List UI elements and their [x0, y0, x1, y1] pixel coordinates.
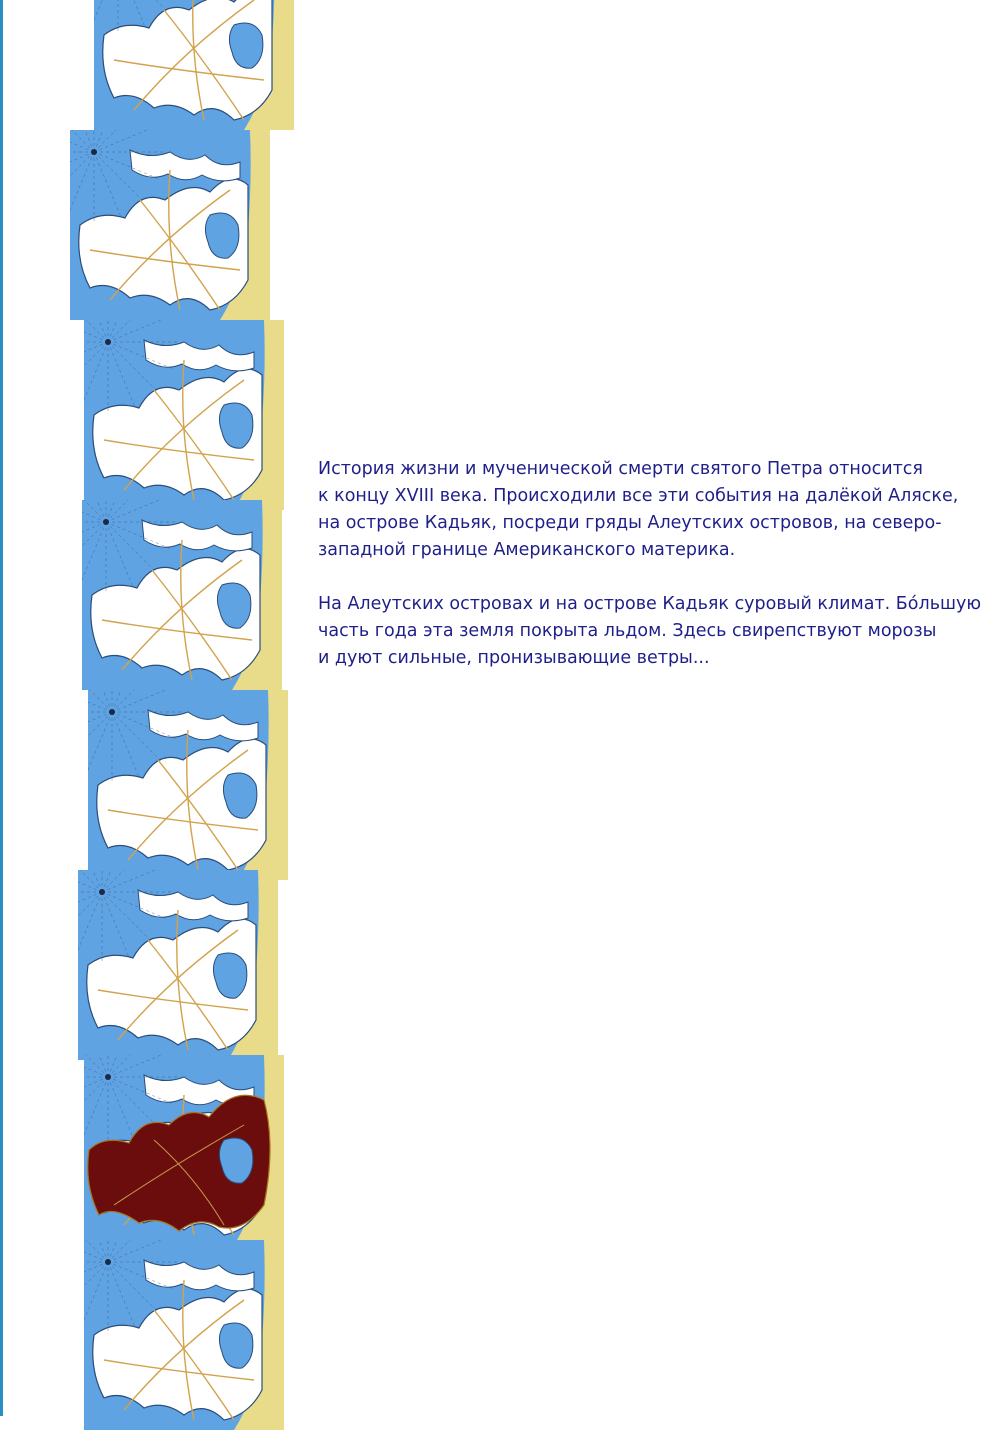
map-tile — [94, 0, 294, 130]
map-tile — [82, 500, 282, 690]
map-strip — [0, 0, 300, 1416]
story-paragraph-2: На Алеутских островах и на острове Кадьяк суровый климат. Бо́льшую часть года эта земля покрыта льдом. Здесь свирепствуют морозы и дуют сильные, пронизывающие ветры... — [318, 594, 982, 668]
story-text — [318, 456, 988, 699]
map-tile — [70, 130, 270, 320]
map-tile — [84, 320, 284, 510]
story-paragraph-1: История жизни и мученической смерти святого Петра относится к концу XVIII века. Происходили все эти события на далёкой Аляске, на острове Кадьяк, посреди гряды Алеутских островов, на северо- западной границе Американского материка. — [318, 459, 959, 560]
map-tile — [84, 1055, 284, 1245]
map-tile — [84, 1240, 284, 1430]
map-tile — [78, 870, 278, 1060]
map-tile — [88, 690, 288, 880]
